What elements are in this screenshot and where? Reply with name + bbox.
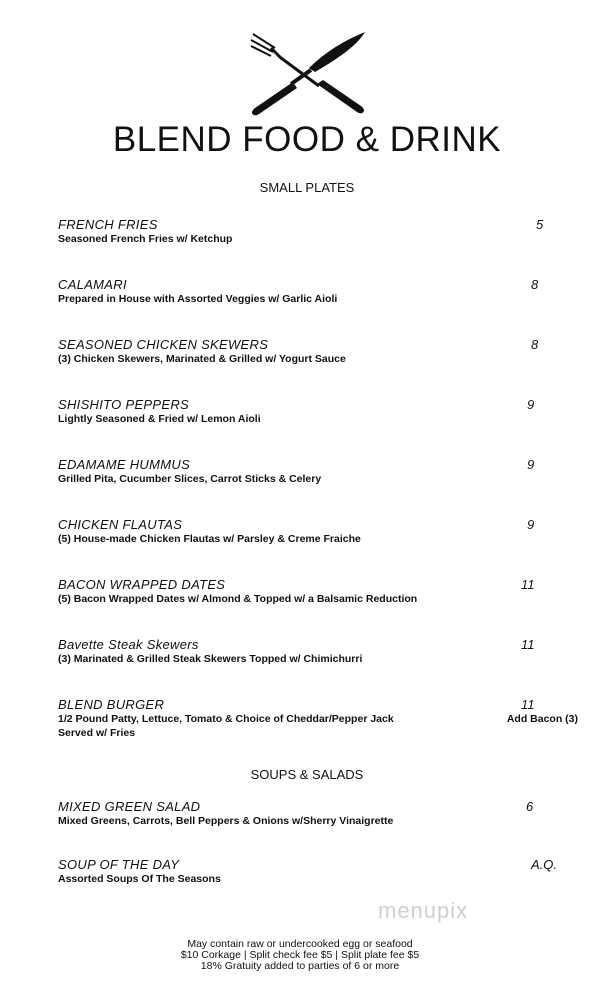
restaurant-title: BLEND FOOD & DRINK <box>112 120 502 159</box>
item-price: 8 <box>531 337 539 352</box>
item-name: EDAMAME HUMMUS <box>58 457 191 472</box>
menu-item <box>58 799 578 828</box>
item-price: 6 <box>526 799 534 814</box>
item-name: FRENCH FRIES <box>58 217 158 232</box>
item-price: 5 <box>536 217 544 232</box>
item-price: 11 <box>521 697 535 712</box>
menu-item <box>58 397 578 426</box>
section-heading: SMALL PLATES <box>259 180 355 195</box>
menu-item <box>58 337 578 366</box>
menu-footer <box>140 939 460 972</box>
item-name: Bavette Steak Skewers <box>58 637 199 652</box>
item-price: 11 <box>521 637 535 652</box>
menu-item <box>58 577 578 606</box>
item-description: (5) Bacon Wrapped Dates w/ Almond & Topped w/ a Balsamic Reduction <box>58 593 418 605</box>
menu-item <box>58 217 578 246</box>
item-price: 9 <box>527 517 535 532</box>
item-price: 9 <box>527 397 535 412</box>
crossed-fork-knife-logo-icon <box>245 30 370 118</box>
footer-line: 18% Gratuity added to parties of 6 or more <box>200 960 400 972</box>
item-name: MIXED GREEN SALAD <box>58 799 201 814</box>
item-description: Seasoned French Fries w/ Ketchup <box>58 233 233 245</box>
section-heading: SOUPS & SALADS <box>250 767 364 782</box>
item-name: BLEND BURGER <box>58 697 165 712</box>
item-description: Assorted Soups Of The Seasons <box>58 873 221 885</box>
item-name: SEASONED CHICKEN SKEWERS <box>58 337 269 352</box>
footer-line: May contain raw or undercooked egg or seafood <box>187 938 413 950</box>
item-description: (5) House-made Chicken Flautas w/ Parsley & Creme Fraiche <box>58 533 361 545</box>
item-description: (3) Marinated & Grilled Steak Skewers Topped w/ Chimichurri <box>58 653 363 665</box>
item-price: 9 <box>527 457 535 472</box>
menu-item <box>58 277 578 306</box>
item-addon: Add Bacon (3) <box>506 713 578 725</box>
menu-item <box>58 857 578 886</box>
item-price: A.Q. <box>531 857 558 872</box>
item-description: Grilled Pita, Cucumber Slices, Carrot Sticks & Celery <box>58 473 322 485</box>
item-name: SHISHITO PEPPERS <box>58 397 189 412</box>
item-description: Mixed Greens, Carrots, Bell Peppers & Onions w/Sherry Vinaigrette <box>58 815 394 827</box>
item-name: CALAMARI <box>58 277 127 292</box>
item-price: 8 <box>531 277 539 292</box>
item-description: 1/2 Pound Patty, Lettuce, Tomato & Choice of Cheddar/Pepper Jack <box>58 713 394 725</box>
item-price: 11 <box>521 577 535 592</box>
footer-line: $10 Corkage | Split check fee $5 | Split plate fee $5 <box>180 949 420 961</box>
menu-item <box>58 517 578 546</box>
item-name: BACON WRAPPED DATES <box>58 577 226 592</box>
menu-item <box>58 637 578 666</box>
menu-item <box>58 457 578 486</box>
item-name: SOUP OF THE DAY <box>58 857 180 872</box>
menu-item <box>58 697 578 740</box>
item-name: CHICKEN FLAUTAS <box>58 517 183 532</box>
item-description: (3) Chicken Skewers, Marinated & Grilled w/ Yogurt Sauce <box>58 353 346 365</box>
item-description: Served w/ Fries <box>58 727 136 739</box>
menupix-watermark: menupix <box>378 898 469 923</box>
item-description: Prepared in House with Assorted Veggies w/ Garlic Aioli <box>58 293 338 305</box>
item-description: Lightly Seasoned & Fried w/ Lemon Aioli <box>58 413 261 425</box>
